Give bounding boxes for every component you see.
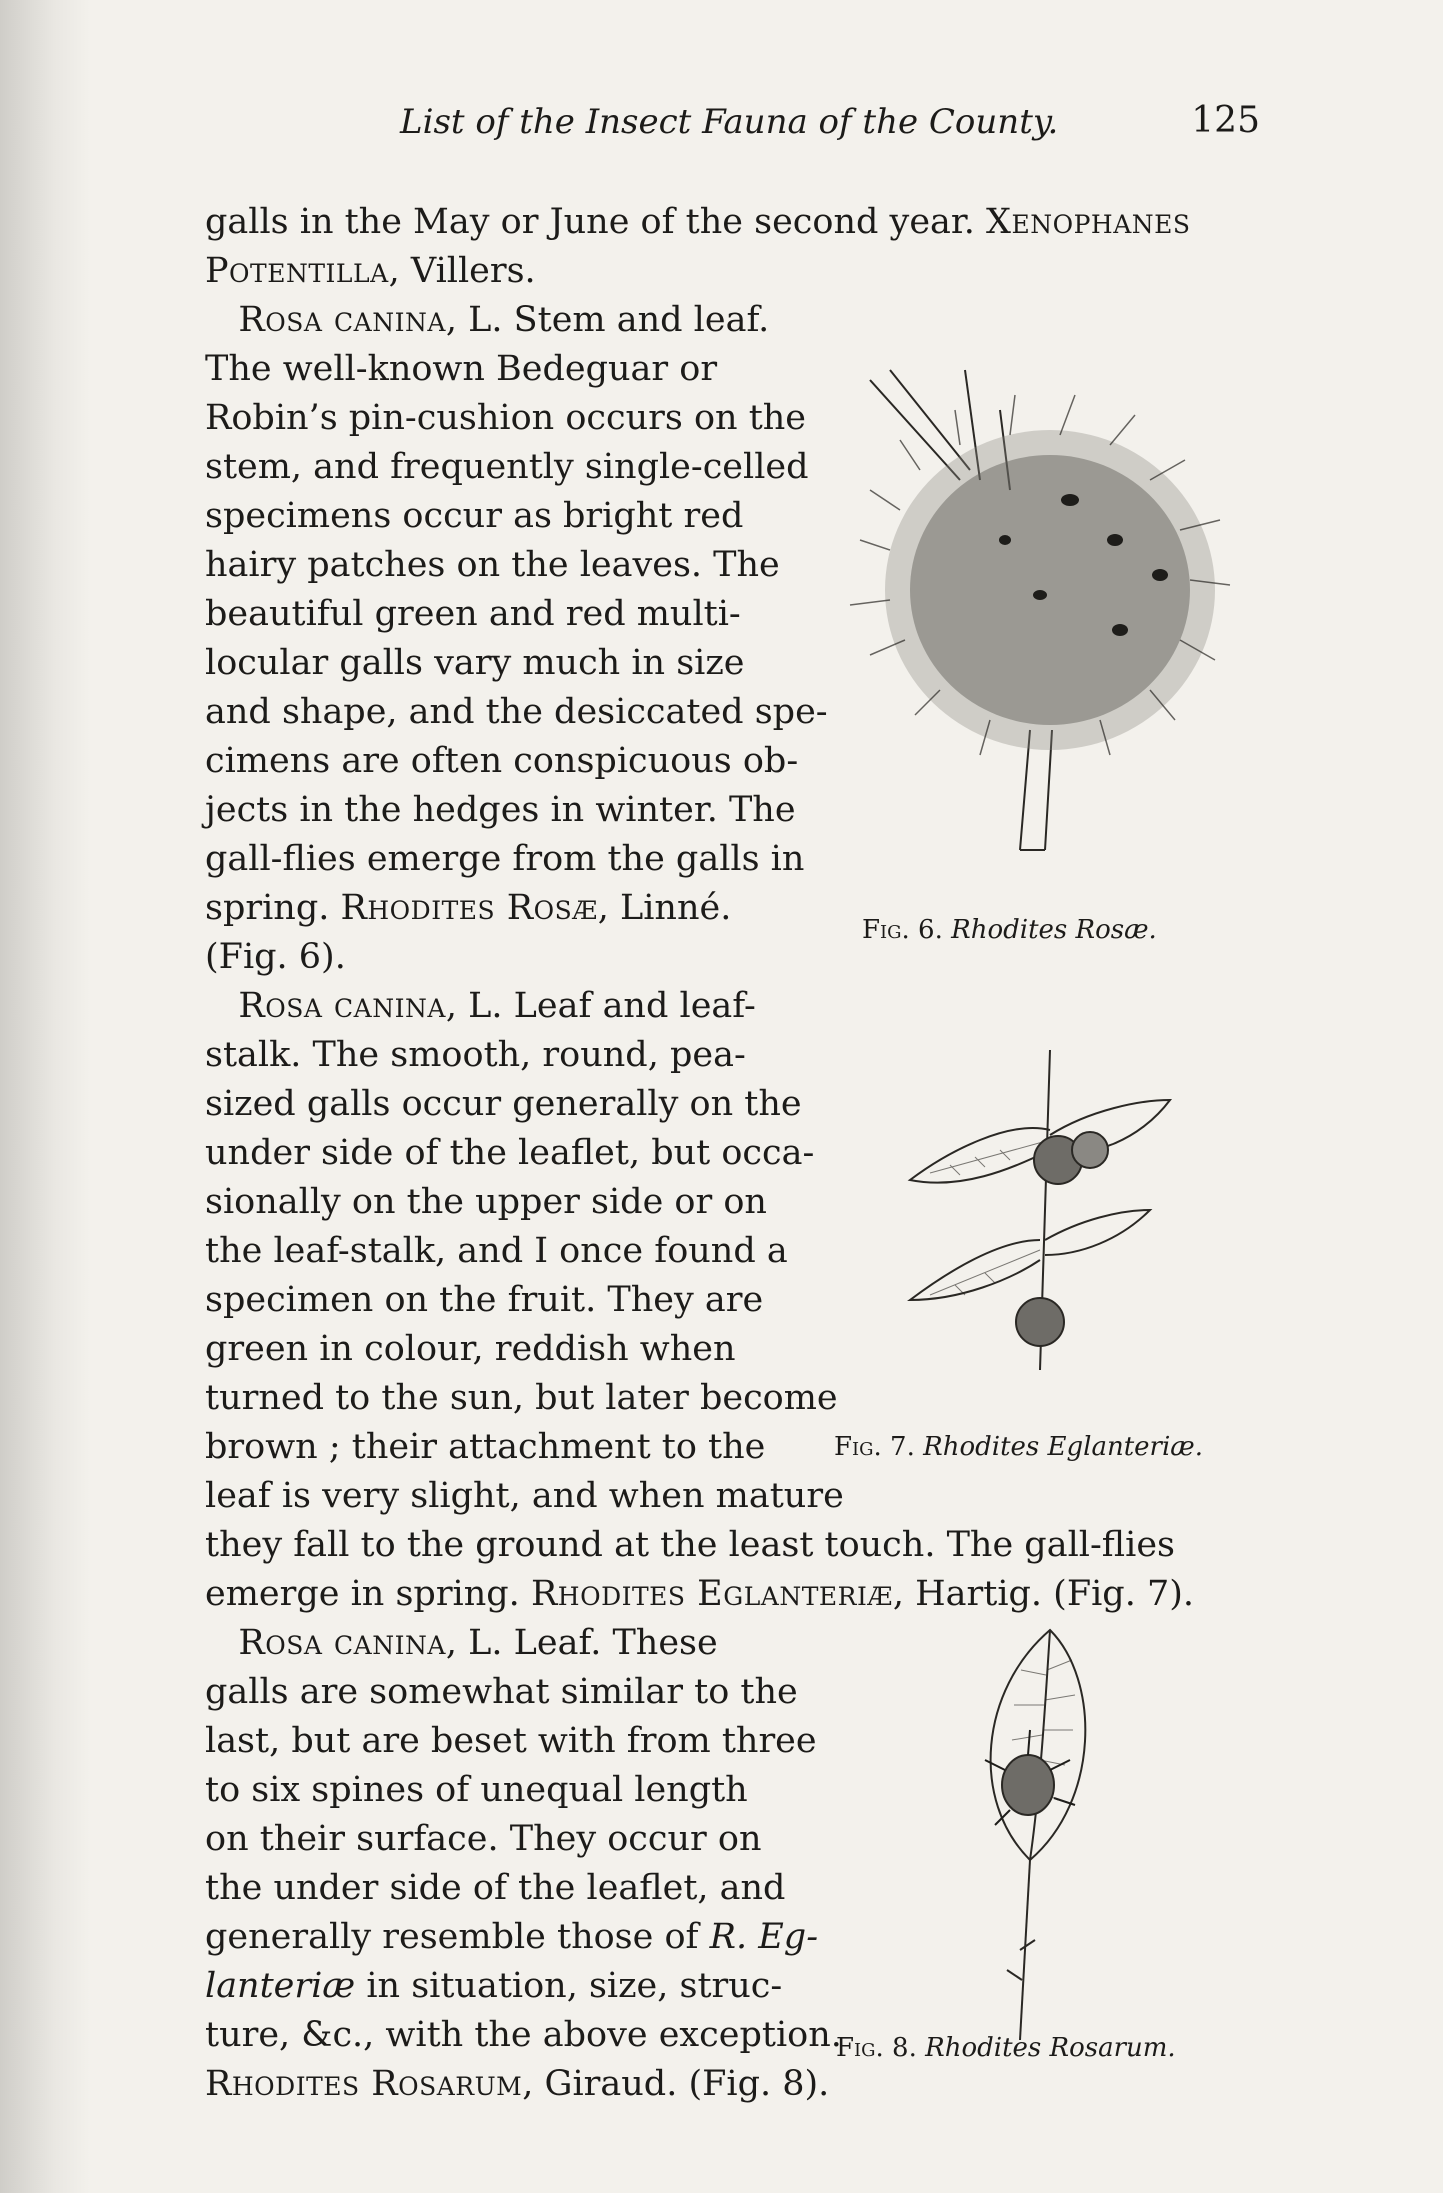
text-run: , L. Leaf. These — [445, 1623, 718, 1663]
text-run: hairy patches on the leaves. The — [205, 545, 780, 585]
text-run — [205, 986, 238, 1026]
text-line — [205, 1668, 798, 1716]
text-line — [205, 2060, 829, 2108]
page-binding-shadow — [0, 0, 90, 2193]
text-line — [205, 982, 756, 1030]
text-line — [205, 1472, 844, 1520]
text-line — [205, 541, 780, 589]
taxon-name: Rhodites Rosarum — [205, 2064, 523, 2104]
running-title: List of the Insect Fauna of the County. — [400, 102, 1059, 142]
taxon-name: Rhodites Rosæ — [340, 888, 598, 928]
text-line — [205, 1178, 767, 1226]
text-line — [205, 1423, 765, 1471]
text-run: The well-known Bedeguar or — [205, 349, 718, 389]
text-run — [205, 300, 238, 340]
taxon-name: Xenophanes — [986, 202, 1191, 242]
text-run: specimen on the fruit. They are — [205, 1280, 764, 1320]
text-run: under side of the leaflet, but occa- — [205, 1133, 815, 1173]
text-run: leaf is very slight, and when mature — [205, 1476, 844, 1516]
text-run: sized galls occur generally on the — [205, 1084, 802, 1124]
text-run: ture, &c., with the above exception. — [205, 2015, 842, 2055]
text-run: (Fig. 6). — [205, 937, 346, 977]
text-run: , Hartig. (Fig. 7). — [892, 1574, 1195, 1614]
text-run: beautiful green and red multi- — [205, 594, 741, 634]
text-line — [205, 1766, 748, 1814]
text-line — [205, 247, 536, 295]
text-run: , L. Leaf and leaf- — [445, 986, 756, 1026]
text-run: Robin’s pin-cushion occurs on the — [205, 398, 807, 438]
text-line — [205, 345, 717, 393]
text-run: stem, and frequently single-celled — [205, 447, 809, 487]
text-run: gall-flies emerge from the galls in — [205, 839, 805, 879]
text-line — [205, 884, 731, 932]
text-run: cimens are often conspicuous ob- — [205, 741, 799, 781]
italic-run: R. Eg- — [709, 1917, 819, 1957]
text-run: emerge in spring. — [205, 1574, 531, 1614]
text-line — [205, 933, 346, 981]
page-number: 125 — [1191, 100, 1260, 141]
text-run: locular galls vary much in size — [205, 643, 745, 683]
text-run: , Villers. — [388, 251, 536, 291]
figure-7-pea-galls-on-leaves — [890, 1040, 1190, 1370]
text-line — [205, 1325, 736, 1373]
text-line — [205, 835, 804, 883]
taxon-name: Rosa canina — [238, 1623, 446, 1663]
figure-7-species: Rhodites Eglanteriæ. — [923, 1432, 1203, 1462]
text-line — [205, 1080, 802, 1128]
text-run: stalk. The smooth, round, pea- — [205, 1035, 746, 1075]
text-run: they fall to the ground at the least touch. The gall-flies — [205, 1525, 1176, 1565]
text-line — [205, 688, 828, 736]
text-line — [205, 296, 769, 344]
italic-run: lanteriæ — [205, 1966, 356, 2006]
text-line — [205, 1815, 762, 1863]
text-run: brown ; their attachment to the — [205, 1427, 766, 1467]
figure-8-label: Fig. 8. — [836, 2033, 917, 2063]
figure-6-caption — [862, 915, 1157, 945]
text-run: galls in the May or June of the second year. — [205, 202, 987, 242]
text-line — [205, 2011, 842, 2059]
taxon-name: Rhodites Eglanteriæ — [530, 1574, 893, 1614]
text-run: spring. — [205, 888, 341, 928]
text-line — [205, 1031, 746, 1079]
text-run: last, but are beset with from three — [205, 1721, 817, 1761]
text-run — [205, 1623, 238, 1663]
text-run: specimens occur as bright red — [205, 496, 744, 536]
figure-6-species: Rhodites Rosæ. — [951, 915, 1157, 945]
text-run: and shape, and the desiccated spe- — [205, 692, 828, 732]
text-line — [205, 198, 1191, 246]
figure-7-caption — [834, 1432, 1203, 1462]
text-line — [205, 639, 745, 687]
text-line — [205, 1129, 814, 1177]
text-line — [205, 1374, 838, 1422]
text-line — [205, 1276, 763, 1324]
text-line — [205, 1864, 785, 1912]
text-line — [205, 1913, 818, 1961]
figure-8-caption — [836, 2033, 1176, 2063]
text-run: on their surface. They occur on — [205, 1819, 762, 1859]
figure-8-species: Rhodites Rosarum. — [925, 2033, 1176, 2063]
text-run: galls are somewhat similar to the — [205, 1672, 798, 1712]
text-line — [205, 492, 743, 540]
text-run: jects in the hedges in winter. The — [205, 790, 796, 830]
text-line — [205, 443, 809, 491]
taxon-name: Rosa canina — [238, 300, 446, 340]
text-run: , Linné. — [597, 888, 732, 928]
text-line — [205, 1227, 788, 1275]
figure-8-spiny-gall-on-leaflet — [950, 1620, 1110, 2040]
page-header — [400, 96, 1260, 156]
text-line — [205, 1717, 817, 1765]
figure-6-bedeguar-gall — [820, 350, 1250, 910]
text-run: the leaf-stalk, and I once found a — [205, 1231, 788, 1271]
text-run: in situation, size, struc- — [355, 1966, 783, 2006]
text-run: , L. Stem and leaf. — [445, 300, 770, 340]
taxon-name: Potentilla — [205, 251, 389, 291]
text-line — [205, 590, 741, 638]
text-run: turned to the sun, but later become — [205, 1378, 838, 1418]
figure-7-label: Fig. 7. — [834, 1432, 915, 1462]
text-line — [205, 1570, 1194, 1618]
text-line — [205, 786, 796, 834]
text-line — [205, 737, 798, 785]
taxon-name: Rosa canina — [238, 986, 446, 1026]
figure-6-label: Fig. 6. — [862, 915, 943, 945]
text-line — [205, 1619, 718, 1667]
text-line — [205, 1962, 782, 2010]
text-run: sionally on the upper side or on — [205, 1182, 767, 1222]
text-run: green in colour, reddish when — [205, 1329, 736, 1369]
text-run: generally resemble those of — [205, 1917, 710, 1957]
text-line — [205, 394, 806, 442]
text-run: the under side of the leaflet, and — [205, 1868, 786, 1908]
text-run: , Giraud. (Fig. 8). — [522, 2064, 830, 2104]
text-run: to six spines of unequal length — [205, 1770, 748, 1810]
text-line — [205, 1521, 1175, 1569]
